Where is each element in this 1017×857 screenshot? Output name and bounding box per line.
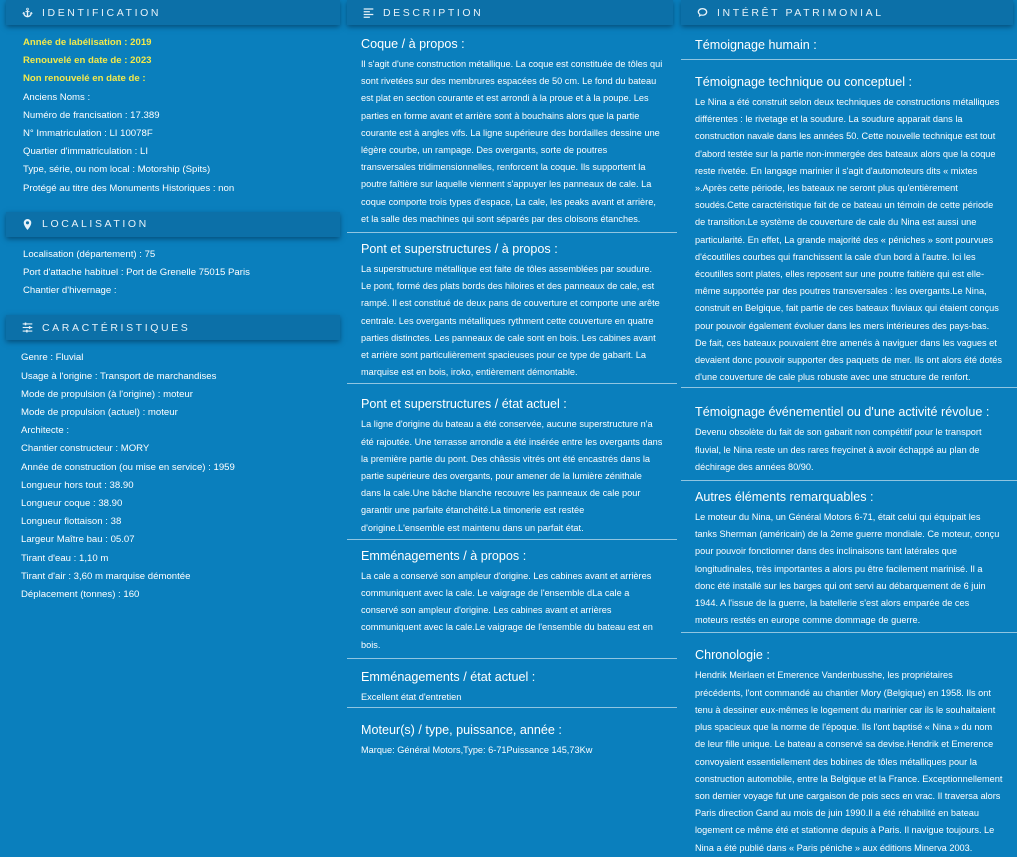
label-year: Année de labélisation : — [23, 37, 128, 48]
renewed-row — [23, 52, 344, 70]
description-section — [347, 540, 677, 659]
section-title: Autres éléments remarquables : — [695, 490, 874, 505]
caracteristiques-header[interactable] — [6, 315, 340, 340]
localisation-list — [0, 237, 344, 301]
map-marker-icon — [20, 217, 34, 231]
localisation-header[interactable] — [6, 212, 340, 237]
description-section — [347, 708, 677, 759]
section-text: Le Nina a été construit selon deux techniques de constructions métalliques différentes : le rivetage et la soudure. La soudure apparait dans la construction navale dans les années 50. Cette nouvelle technique est tout d'abord testée sur la partie non-immergée des bateaux alors que la coque reste rivetée. En langage marinier il s'agit d'automoteurs dits « mixtes ».Après cette période, les bateaux ne seront plus qu'entièrement soudés.Cette caractéristique fait de ce bateau un témoin de cette période de transition.Le système de couverture de cale du Nina est aussi une particularité. En effet, La grande majorité des « péniches » sont pourvues d'écoutilles courbes qui franchissent la cale d'un bord à l'autre. Ici les écoutilles sont plates, elles reposent sur une poutre faitière qui est elle-même supportée par des poutres transversales : les overgants.Le Nina, construit en Belgique, fait partie de ces bateaux fluviaux qui étaient conçus pour pouvoir également évoluer dans les mers intérieures des pays-bas. De fait, ces bateaux pouvaient être amenés à naviguer dans les vagues et devaient donc pouvoir supporter des paquets de mer. Ils ont alors été dotés d'une couverture de cale plus robuste avec une structure de renfort. — [695, 97, 1002, 383]
description-header-label: DESCRIPTION — [383, 6, 484, 19]
sliders-icon — [20, 321, 34, 335]
info-row: Port d'attache habituel : Port de Grenelle 75015 Paris — [23, 267, 250, 279]
interet-section — [681, 60, 1017, 388]
info-row: N° Immatriculation : LI 10078F — [23, 128, 153, 140]
info-row: Longueur flottaison : 38 — [21, 516, 122, 528]
label-year-row — [23, 34, 344, 52]
description-section — [347, 25, 677, 233]
interet-header-label: INTÉRÊT PATRIMONIAL — [717, 6, 884, 19]
info-row: Longueur coque : 38.90 — [21, 498, 123, 510]
left-column — [0, 0, 344, 800]
section-text: Excellent état d'entretien — [361, 691, 462, 702]
description-section — [347, 384, 677, 539]
info-row: Numéro de francisation : 17.389 — [23, 109, 160, 121]
section-text: La superstructure métallique est faite de tôles assemblées par soudure. Le pont, formé des plats bords des hiloires et des panneaux de cale, est rampé. Il est constitué de deux pans de couverture et comporte une arête centrale. Les overgants métalliques rythment cette couverture en quatre parties distinctes. Les panneaux de cale sont en bois. Les cabines avant et arrière sont particulièrement spacieuses pour ce type de gabarit. La marquise est en bois, iroko, entièrement démontable. — [361, 264, 660, 378]
caracteristiques-list — [0, 340, 344, 604]
section-title: Pont et superstructures / à propos : — [361, 242, 558, 257]
section-title: Chronologie : — [695, 648, 770, 663]
info-row: Tirant d'air : 3,60 m marquise démontée — [21, 570, 191, 582]
info-row: Architecte : — [21, 425, 69, 437]
info-row: Tirant d'eau : 1,10 m — [21, 552, 109, 564]
section-title: Témoignage humain : — [695, 38, 817, 52]
speech-bubble-icon — [695, 6, 709, 20]
value-renewed: 2023 — [130, 55, 152, 67]
info-row: Mode de propulsion (actuel) : moteur — [21, 407, 178, 419]
description-header[interactable] — [347, 0, 673, 25]
anchor-icon — [20, 6, 34, 20]
section-title: Coque / à propos : — [361, 37, 465, 51]
info-row: Chantier constructeur : MORY — [21, 443, 150, 455]
interet-header[interactable] — [681, 0, 1013, 25]
info-row: Usage à l'origine : Transport de marchandises — [21, 370, 217, 382]
section-text: Hendrik Meirlaen et Emerence Vandenbusshe, les propriétaires précédents, l'ont commandé au chantier Mory (Belgique) en 1958. Ils ont tenu à dessiner eux-mêmes le logement du marinier car ils le souhaitaient plus spacieux que la norme de l'époque. Ils l'ont baptisé « Nina » du nom de leur fille unique. Le bateau a conservé sa devise.Hendrik et Emerence convoyaient essentiellement des bobines de tôles métalliques pour la construction automobile, entre la Belgique et la France. Exceptionnellement son dernier voyage fut une cargaison de pois secs en vrac. Il traversa alors Paris direction Gand au mois de juin 1990.Il a été réhabilité en bateau logement ce même été et stationne depuis à Paris. Il navigue toujours. Le Nina a été publié dans « Paris péniche » aux éditions Minerva 2003. — [695, 670, 1003, 853]
info-row: Longueur hors tout : 38.90 — [21, 479, 134, 491]
interet-section — [681, 633, 1017, 856]
info-row: Genre : Fluvial — [21, 352, 84, 364]
info-row: Mode de propulsion (à l'origine) : moteur — [21, 388, 193, 400]
info-row: Anciens Noms : — [23, 91, 91, 103]
section-title: Témoignage événementiel ou d'une activité révolue : — [695, 405, 990, 420]
info-row: Année de construction (ou mise en service) : 1959 — [21, 461, 235, 473]
interet-section — [681, 388, 1017, 481]
info-row: Localisation (département) : 75 — [23, 248, 156, 260]
section-title: Témoignage technique ou conceptuel : — [695, 75, 913, 89]
label-not-renewed: Non renouvelé en date de : — [23, 73, 146, 85]
middle-column — [347, 0, 677, 800]
info-row: Largeur Maître bau : 05.07 — [21, 534, 135, 546]
info-row: Déplacement (tonnes) : 160 — [21, 589, 140, 601]
section-text: Le moteur du Nina, un Général Motors 6-71, était celui qui équipait les tanks Sherman (américain) de la 2eme guerre mondiale. Ce moteur, conçu pour pouvoir fonctionner dans des inclinaisons tant latérales que longitudinales, très importantes a alors pu être facilement marinisé. Il a donc été installé sur les barges qui ont servi au débarquement de 6 juin 1944. A l'issue de la guerre, la batellerie s'est alors emparée de ces moteurs restés en europe comme dommage de guerre. — [695, 512, 1000, 626]
section-title: Pont et superstructures / état actuel : — [361, 397, 567, 412]
section-text: Devenu obsolète du fait de son gabarit non compétitif pour le transport fluvial, le Nina reste un des rares freycinet à avoir échappé au plan de déchirage des années 80/90. — [695, 427, 982, 472]
description-section — [347, 233, 677, 384]
identification-list — [0, 25, 344, 198]
section-title: Moteur(s) / type, puissance, année : — [361, 723, 562, 738]
right-column — [681, 0, 1017, 853]
caracteristiques-header-label: CARACTÉRISTIQUES — [42, 321, 191, 334]
value-year: 2019 — [130, 37, 152, 48]
section-text: La ligne d'origine du bateau a été conservée, aucune superstructure n'a été rajoutée. Une terrasse arrondie a été insérée entre les overgants dans la première partie du pont. Des châssis vitrés ont été encastrés dans la partie supérieure des overgants, pour amener de la lumière zénithale dans la cale.Une bâche blanche recouvre les panneaux de cale pour garantir une parfaite étanchéité.La timonerie est restée d'origine.L'ensemble est maintenu dans un parfait état. — [361, 419, 663, 533]
info-row: Quartier d'immatriculation : LI — [23, 146, 148, 158]
info-row: Chantier d'hivernage : — [23, 285, 117, 297]
info-row: Type, série, ou nom local : Motorship (Spits) — [23, 164, 211, 176]
identification-header[interactable] — [6, 0, 340, 25]
identification-header-label: IDENTIFICATION — [42, 6, 162, 19]
section-text: La cale a conservé son ampleur d'origine. Les cabines avant et arrières communiquent avec la cale. Le vaigrage de l'ensemble dLa cale a conservé son ampleur d'origine. Les cabines avant et arrières communiquent avec la cale.Le vaigrage de l'ensemble du bateau est en bois. — [361, 570, 653, 650]
description-section — [347, 659, 677, 708]
label-renewed: Renouvelé en date de : — [23, 55, 128, 67]
section-text: Marque: Général Motors,Type: 6-71Puissance 145,73Kw — [361, 745, 593, 756]
interet-section — [681, 481, 1017, 633]
info-row: Protégé au titre des Monuments Historiques : non — [23, 182, 235, 194]
section-text: Il s'agit d'une construction métallique. La coque est constituée de tôles qui sont rivetées sur des membrures espacées de 50 cm. Le fond du bateau est plat en section courante et est arrondi à la proue et à la poupe. Les parties en forme avant et arrière sont à bouchains alors que la partie courante est à angles vifs. La ligne supérieure des bordailles dessine une légère courbe, un rampage. Des overgants, sorte de poutres transversales tridimensionnelles, renforcent la coque. Ils supportent la poutre faîtière sur laquelle viennent s'appuyer les panneaux de cale. La coque comporte trois types d'espace, La cale, les peaks avant et arrière, et la salle des machines qui sont séparés par des cloisons étanches. — [361, 59, 663, 224]
interet-section — [681, 25, 1017, 60]
not-renewed-row — [23, 70, 344, 88]
section-title: Emménagements / à propos : — [361, 548, 527, 563]
section-title: Emménagements / état actuel : — [361, 669, 536, 684]
align-left-icon — [361, 6, 375, 20]
localisation-header-label: LOCALISATION — [42, 218, 149, 231]
